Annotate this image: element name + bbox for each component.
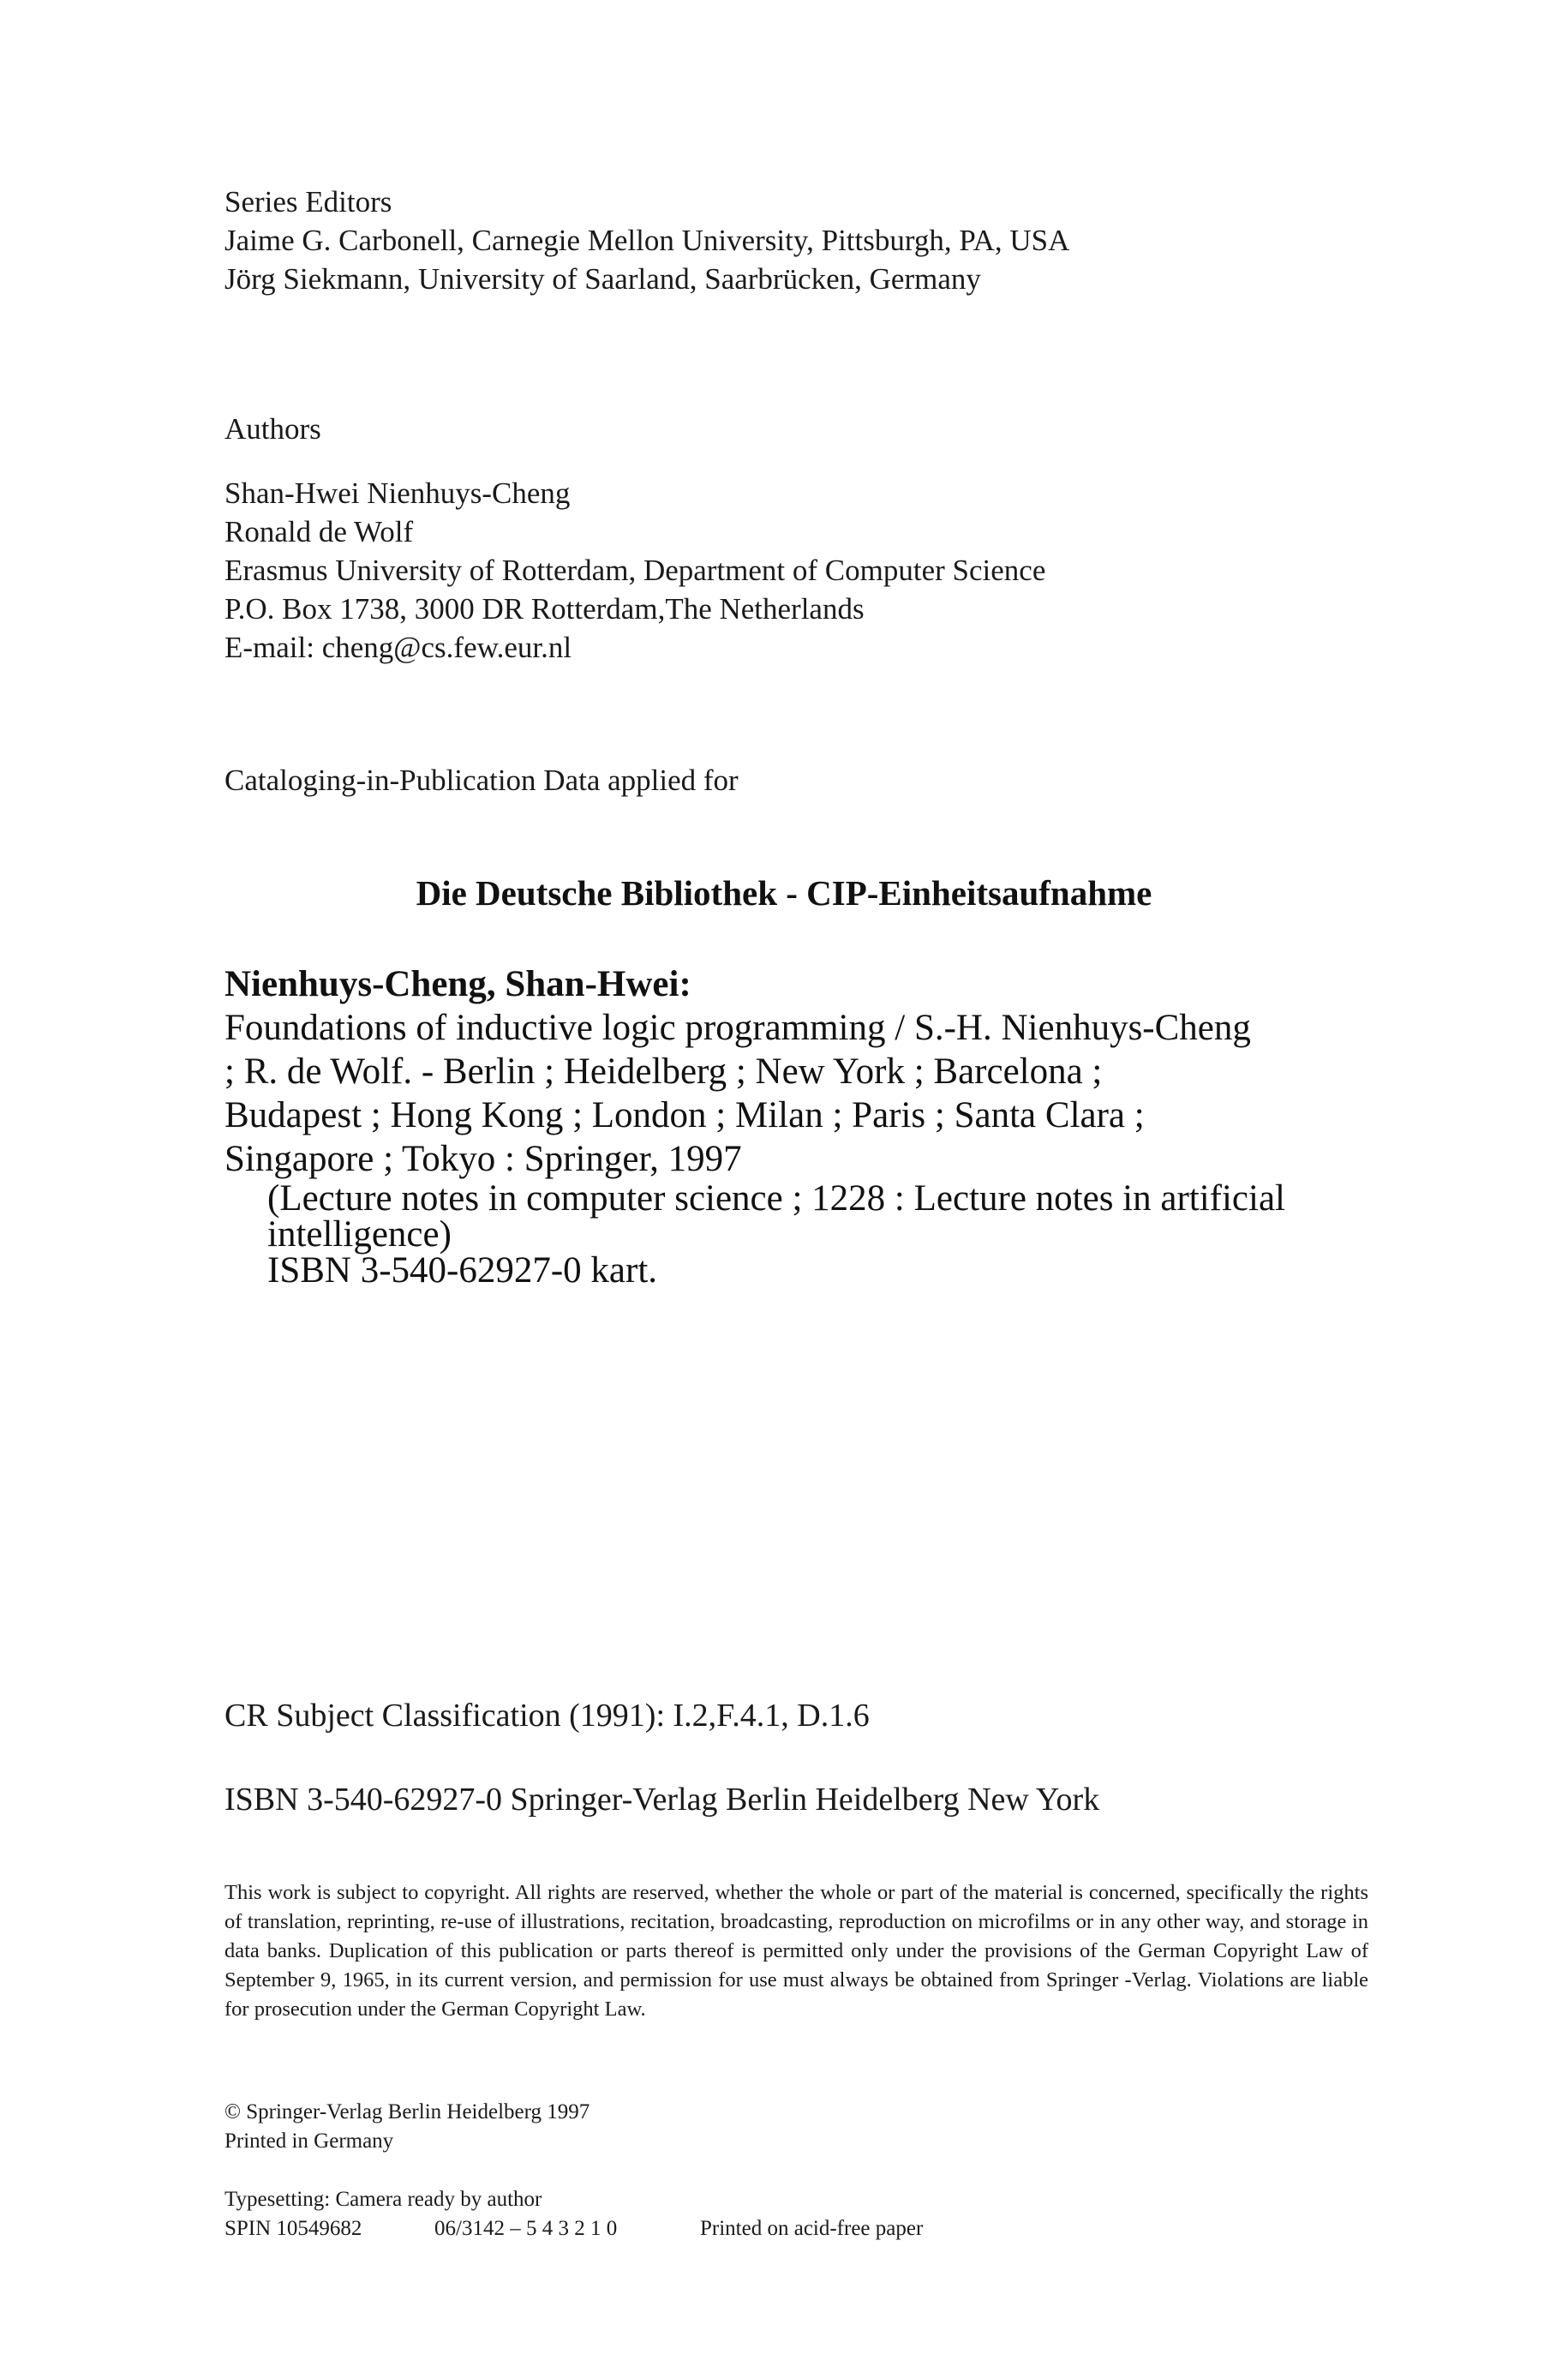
cip-line: ; R. de Wolf. - Berlin ; Heidelberg ; New York ; Barcelona ; — [224, 1051, 1103, 1092]
print-run-code: 06/3142 – 5 4 3 2 1 0 — [434, 2217, 618, 2240]
typesetting-line: Typesetting: Camera ready by author — [224, 2188, 542, 2211]
cr-classification-block — [224, 1698, 870, 1733]
cataloging-note: Cataloging-in-Publication Data applied for — [224, 764, 739, 797]
production-block — [224, 2185, 923, 2243]
cip-line: Budapest ; Hong Kong ; London ; Milan ; Paris ; Santa Clara ; — [224, 1095, 1145, 1135]
author-line: Erasmus University of Rotterdam, Department of Computer Science — [224, 554, 1046, 587]
isbn-line: ISBN 3-540-62927-0 Springer-Verlag Berlin Heidelberg New York — [224, 1782, 1100, 1818]
series-editors-heading: Series Editors — [224, 185, 392, 219]
cip-author: Nienhuys-Cheng, Shan-Hwei: — [224, 964, 691, 1004]
cip-line: Foundations of inductive logic programming / S.-H. Nienhuys-Cheng — [224, 1008, 1251, 1048]
author-line: Ronald de Wolf — [224, 515, 414, 548]
series-editor-line: Jaime G. Carbonell, Carnegie Mellon University, Pittsburgh, PA, USA — [224, 224, 1070, 257]
cip-line: Singapore ; Tokyo : Springer, 1997 — [224, 1139, 742, 1179]
cip-heading: Die Deutsche Bibliothek - CIP-Einheitsaufnahme — [416, 873, 1152, 913]
cip-series-line: intelligence) — [267, 1214, 452, 1255]
author-line: P.O. Box 1738, 3000 DR Rotterdam,The Netherlands — [224, 592, 865, 626]
cataloging-note-block — [224, 761, 739, 800]
cr-classification: CR Subject Classification (1991): I.2,F.4.1, D.1.6 — [224, 1698, 870, 1734]
cip-series-line: (Lecture notes in computer science ; 1228 : Lecture notes in artificial — [267, 1178, 1286, 1219]
isbn-block — [224, 1782, 1099, 1817]
authors-heading: Authors — [224, 412, 321, 446]
authors-block — [224, 474, 1045, 667]
copyright-notice: This work is subject to copyright. All rights are reserved, whether the whole or part of the material is concerned, specifically the rights of translation, reprinting, re-use of illustrations, recitation, broadcasting, reproduction on microfilms or in any other way, and storage in data banks. Duplication of this publication or parts thereof is permitted only under the provisions of the German Copyright Law of September 9, 1965, in its current version, and permission for use must always be obtained from Springer -Verlag. Violations are liable for prosecution under the German Copyright Law. — [224, 1881, 1368, 2021]
spin-line — [224, 2214, 923, 2243]
publisher-copyright: © Springer-Verlag Berlin Heidelberg 1997 — [224, 2100, 590, 2123]
series-editors-block — [224, 183, 1069, 298]
authors-heading-block — [224, 410, 321, 448]
publisher-block — [224, 2098, 589, 2156]
series-editor-line: Jörg Siekmann, University of Saarland, Saarbrücken, Germany — [224, 262, 981, 296]
acid-free-paper: Printed on acid-free paper — [700, 2217, 924, 2240]
cip-isbn: ISBN 3-540-62927-0 kart. — [267, 1250, 658, 1291]
author-line: Shan-Hwei Nienhuys-Cheng — [224, 476, 571, 510]
cip-record — [224, 962, 1285, 1289]
author-email-line: E-mail: cheng@cs.few.eur.nl — [224, 631, 572, 664]
publisher-printed: Printed in Germany — [224, 2129, 394, 2153]
spin-number: SPIN 10549682 — [224, 2217, 362, 2240]
